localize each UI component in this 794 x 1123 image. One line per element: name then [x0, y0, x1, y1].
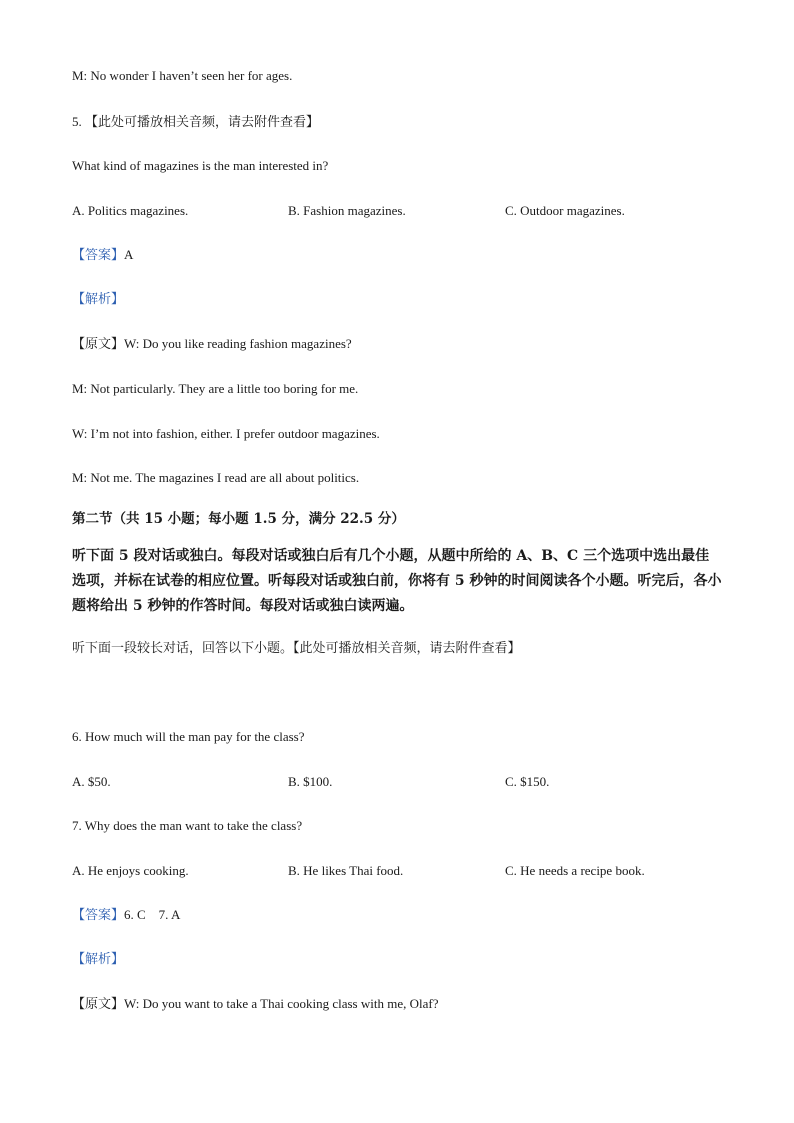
answer-value: 6. C 7. A: [124, 907, 181, 922]
analysis-tag: 【解析】: [72, 291, 125, 306]
q5-answer: [72, 247, 133, 263]
q6-option-c: C. $150.: [505, 774, 550, 789]
long-dialogue-intro: 听下面一段较长对话，回答以下小题。【此处可播放相关音频，请去附件查看】: [72, 640, 521, 655]
q6-option-a: A. $50.: [72, 774, 111, 789]
q5-original-line-2: M: Not particularly. They are a little too boring for me.: [72, 381, 359, 396]
q5-original-line-3: W: I’m not into fashion, either. I prefer outdoor magazines.: [72, 426, 380, 441]
q5-original-line-4: M: Not me. The magazines I read are all about politics.: [72, 470, 360, 485]
answer-tag: 【答案】: [72, 907, 125, 922]
q7-option-c: C. He needs a recipe book.: [505, 863, 645, 878]
question-5-text: What kind of magazines is the man interested in?: [72, 158, 329, 173]
question-6-text: 6. How much will the man pay for the class?: [72, 729, 305, 744]
dialogue-line: M: No wonder I haven’t seen her for ages.: [72, 68, 293, 83]
question-7-text: 7. Why does the man want to take the class?: [72, 818, 303, 833]
section-2-instructions: 听下面 5 段对话或独白。每段对话或独白后有几个小题，从题中所给的 A、B、C 三个选项中选出最佳选项，并标在试卷的相应位置。听每段对话或独白前，你将有 5 秒钟的时间阅读各个小题。听完后，各小题将给出 5 秒钟的作答时间。每段对话或独白读两遍。: [72, 548, 722, 614]
q6-option-b: B. $100.: [288, 774, 333, 789]
section-2-title: 第二节（共 15 小题；每小题 1.5 分，满分 22.5 分）: [72, 511, 405, 527]
q67-original-line-1: [72, 996, 438, 1012]
q5-option-b: B. Fashion magazines.: [288, 203, 406, 218]
q5-original-line-1: [72, 336, 352, 352]
original-text: W: Do you want to take a Thai cooking class with me, Olaf?: [124, 996, 439, 1011]
q67-answer: [72, 907, 180, 923]
q67-analysis: [72, 951, 124, 967]
q7-option-b: B. He likes Thai food.: [288, 863, 404, 878]
analysis-tag: 【解析】: [72, 951, 125, 966]
original-tag: 【原文】: [72, 996, 125, 1011]
question-5-header: 5. 【此处可播放相关音频，请去附件查看】: [72, 114, 320, 129]
original-text: W: Do you like reading fashion magazines?: [124, 336, 352, 351]
q5-option-a: A. Politics magazines.: [72, 203, 189, 218]
q5-analysis: [72, 291, 124, 307]
original-tag: 【原文】: [72, 336, 125, 351]
answer-value: A: [124, 247, 134, 262]
answer-tag: 【答案】: [72, 247, 125, 262]
q7-option-a: A. He enjoys cooking.: [72, 863, 189, 878]
q5-option-c: C. Outdoor magazines.: [505, 203, 625, 218]
